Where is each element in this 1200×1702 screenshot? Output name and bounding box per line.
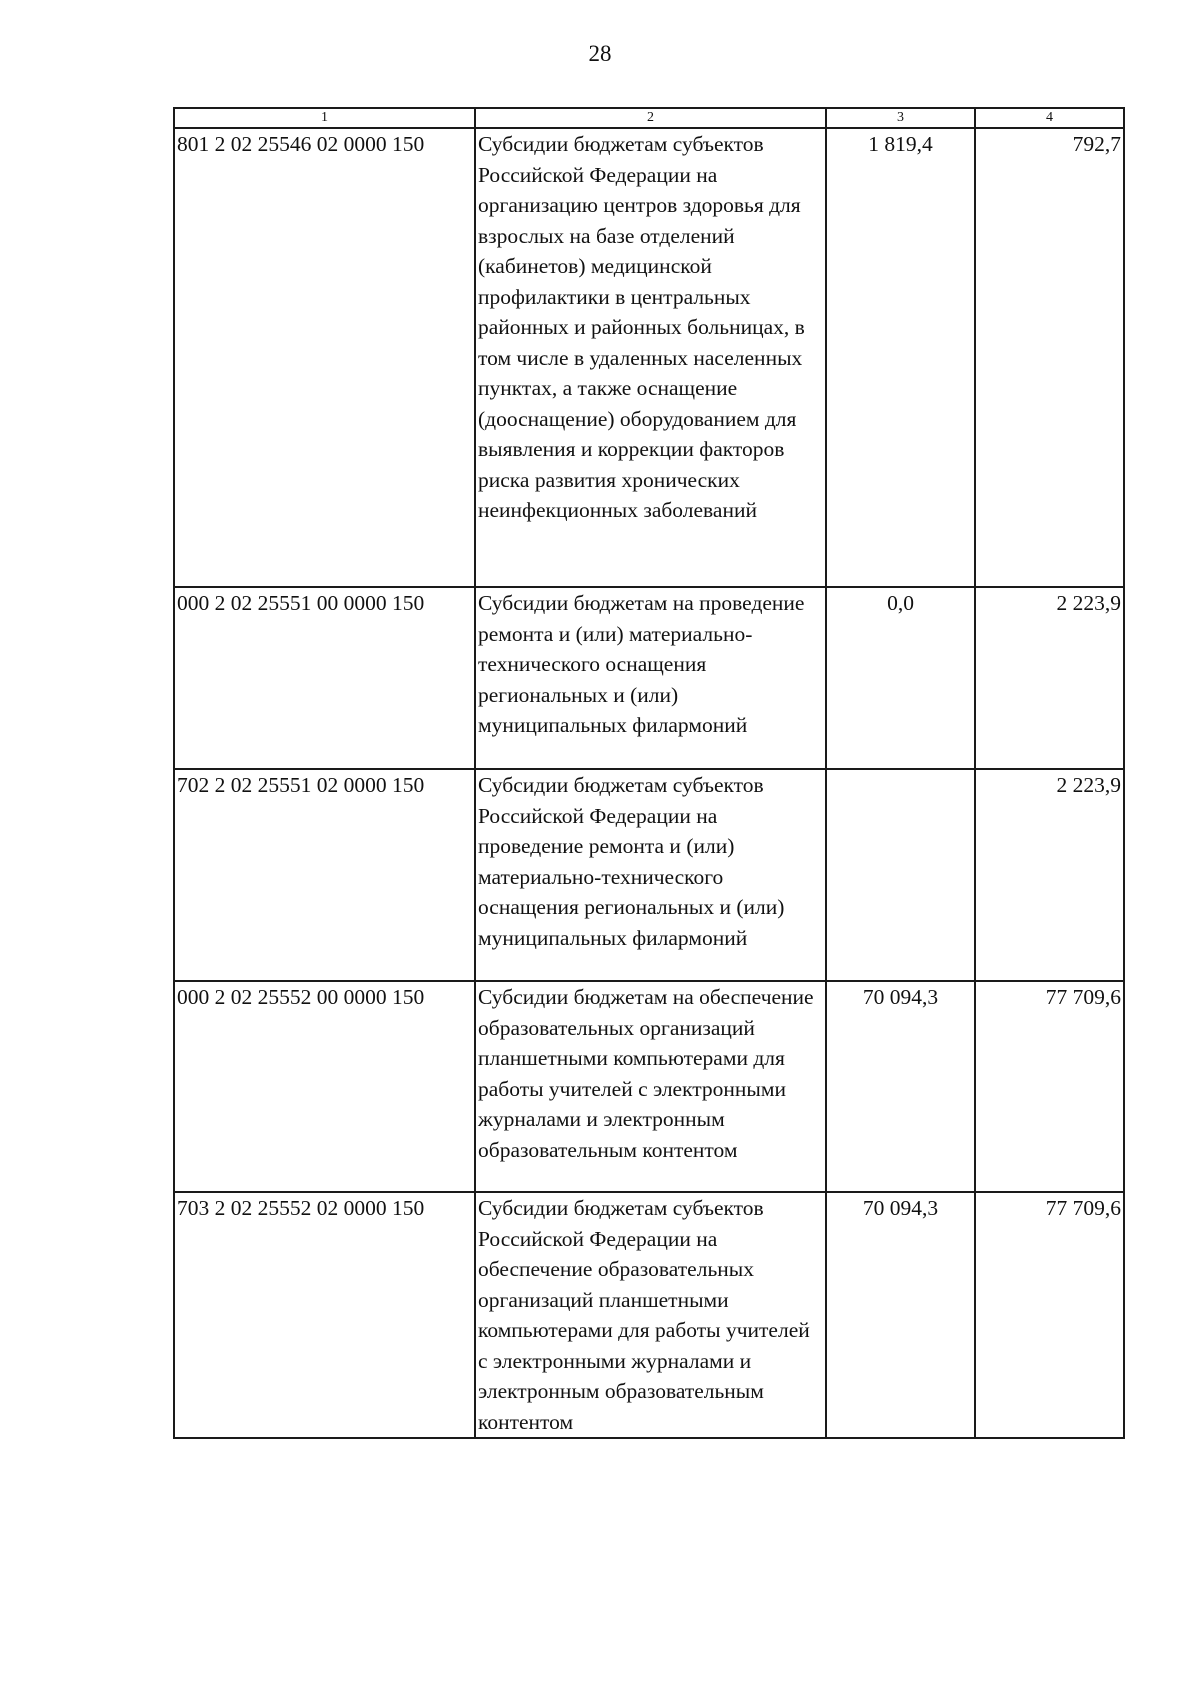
value-3-cell: 70 094,3 [826,1192,975,1438]
description-cell: Субсидии бюджетам на обеспечение образовательных организаций планшетными компьютерами для работы учителей с электронными журналами и электронным образовательным контентом [475,981,826,1192]
column-header-2: 2 [475,108,826,128]
value-3-cell [826,769,975,981]
description-cell: Субсидии бюджетам субъектов Российской Федерации на обеспечение образовательных организаций планшетными компьютерами для работы учителей с электронными журналами и электронным образовательным контентом [475,1192,826,1438]
budget-table [173,107,1125,1439]
column-header-3: 3 [826,108,975,128]
table-header-row [174,108,1124,128]
budget-code-cell: 703 2 02 25552 02 0000 150 [174,1192,475,1438]
budget-code-cell: 000 2 02 25551 00 0000 150 [174,587,475,769]
value-3-cell: 70 094,3 [826,981,975,1192]
value-4-cell: 77 709,6 [975,981,1124,1192]
value-4-cell: 792,7 [975,128,1124,587]
table-row [174,587,1124,769]
column-header-4: 4 [975,108,1124,128]
value-4-cell: 2 223,9 [975,769,1124,981]
value-3-cell: 1 819,4 [826,128,975,587]
page-number: 28 [588,41,612,66]
budget-code-cell: 000 2 02 25552 00 0000 150 [174,981,475,1192]
description-cell: Субсидии бюджетам субъектов Российской Федерации на организацию центров здоровья для взрослых на базе отделений (кабинетов) медицинской профилактики в центральных районных и районных больницах, в том числе в удаленных населенных пунктах, а также оснащение (дооснащение) оборудованием для выявления и коррекции факторов риска развития хронических неинфекционных заболеваний [475,128,826,587]
value-4-cell: 2 223,9 [975,587,1124,769]
value-4-cell: 77 709,6 [975,1192,1124,1438]
description-cell: Субсидии бюджетам субъектов Российской Федерации на проведение ремонта и (или) материально-технического оснащения региональных и (или) муниципальных филармоний [475,769,826,981]
value-3-cell: 0,0 [826,587,975,769]
table-row [174,1192,1124,1438]
table-row [174,981,1124,1192]
budget-code-cell: 702 2 02 25551 02 0000 150 [174,769,475,981]
table-row [174,769,1124,981]
budget-code-cell: 801 2 02 25546 02 0000 150 [174,128,475,587]
table-row [174,128,1124,587]
description-cell: Субсидии бюджетам на проведение ремонта и (или) материально-технического оснащения региональных и (или) муниципальных филармоний [475,587,826,769]
column-header-1: 1 [174,108,475,128]
